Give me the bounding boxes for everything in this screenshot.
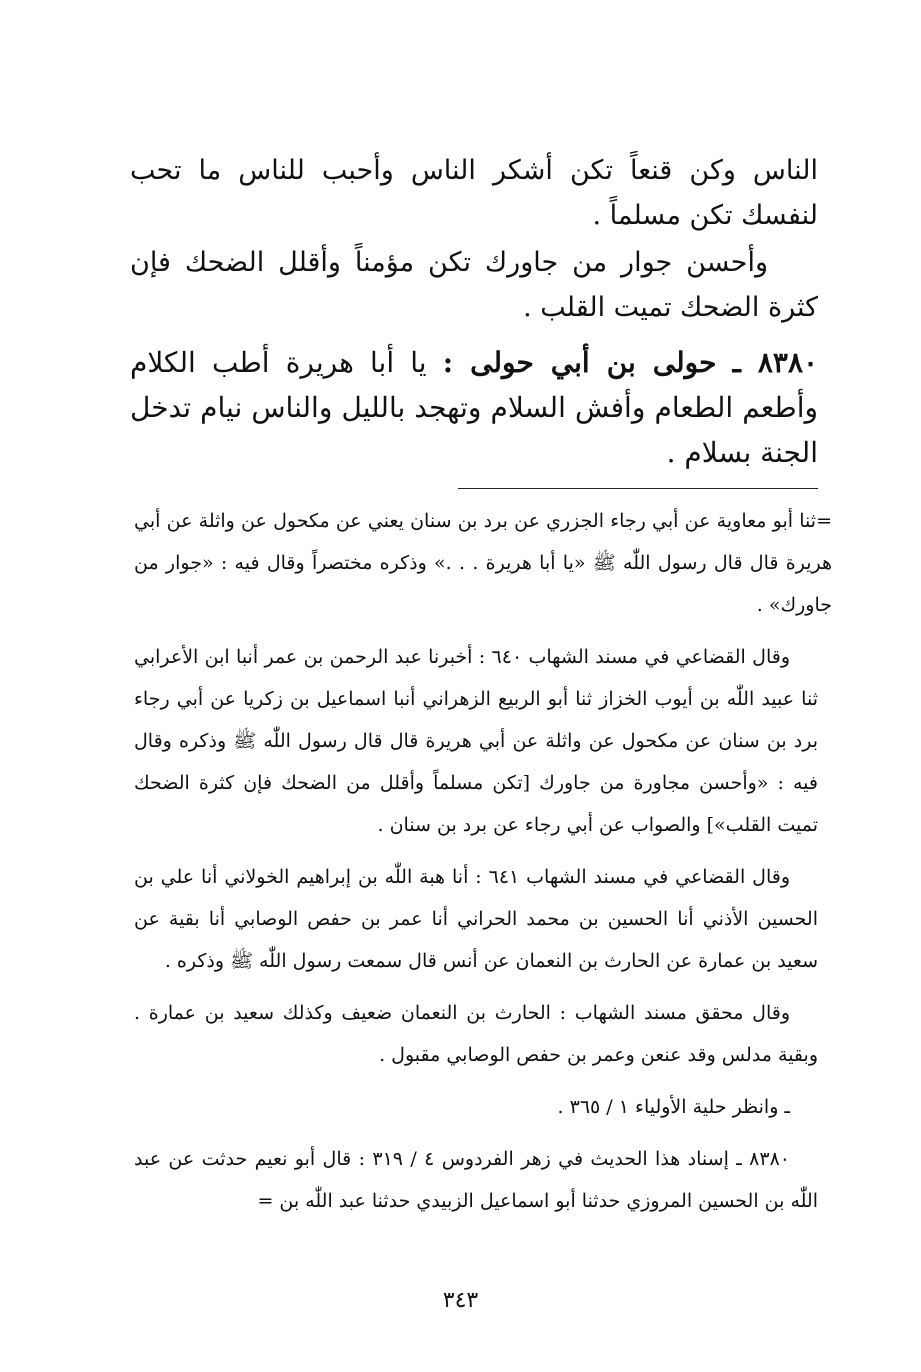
main-paragraph-1: الناس وكن قنعاً تكن أشكر الناس وأحبب للناس ما تحب لنفسك تكن مسلماً . bbox=[130, 155, 818, 231]
main-text bbox=[130, 148, 818, 475]
page-number: ٣٤٣ bbox=[442, 1288, 479, 1313]
hadith-number: ٨٣٨٠ ـ bbox=[732, 346, 819, 379]
footnotes bbox=[134, 500, 832, 1232]
footnote-paragraph-5: ـ وانظر حلية الأولياء ١ / ٣٦٥ . bbox=[557, 1096, 790, 1118]
footnote-paragraph-3: وقال القضاعي في مسند الشهاب ٦٤١ : أنا هبة اللّٰه بن إبراهيم الخولاني أنا علي بن الحسين الأذني أنا الحسين بن محمد الحراني أنا عمر بن حفص الوصابي أنا بقية عن سعيد بن عمارة عن الحارث بن النعمان عن أنس قال سمعت رسول اللّٰه ﷺ وذكره . bbox=[134, 866, 818, 972]
footnote-divider bbox=[458, 488, 818, 489]
hadith-narrator: حولى بن أبي حولى : bbox=[442, 346, 717, 379]
footnote-paragraph-6: ٨٣٨٠ ـ إسناد هذا الحديث في زهر الفردوس ٤ / ٣١٩ : قال أبو نعيم حدثت عن عبد اللّٰه بن الحسين المروزي حدثنا أبو اسماعيل الزبيدي حدثنا عبد اللّٰه بن = bbox=[134, 1148, 818, 1212]
main-paragraph-2: وأحسن جوار من جاورك تكن مؤمناً وأقلل الضحك فإن كثرة الضحك تميت القلب . bbox=[130, 247, 818, 323]
footnote-paragraph-2: وقال القضاعي في مسند الشهاب ٦٤٠ : أخبرنا عبد الرحمن بن عمر أنبا ابن الأعرابي ثنا عبيد اللّٰه بن أيوب الخزاز ثنا أبو الربيع الزهراني أنبا اسماعيل بن زكريا عن أبي رجاء برد بن سنان عن مكحول عن واثلة عن أبي هريرة قال قال رسول اللّٰه ﷺ وذكره وقال فيه : «وأحسن مجاورة من جاورك [تكن مسلماً وأقلل من الضحك فإن كثرة الضحك تميت القلب»] والصواب عن أبي رجاء عن برد بن سنان . bbox=[134, 646, 818, 836]
hadith-text: يا أبا هريرة أطب الكلام وأطعم الطعام وأفش السلام وتهجد بالليل والناس نيام تدخل الجنة بسلام . bbox=[130, 346, 818, 469]
footnote-paragraph-4: وقال محقق مسند الشهاب : الحارث بن النعمان ضعيف وكذلك سعيد بن عمارة . وبقية مدلس وقد عنعن وعمر بن حفص الوصابي مقبول . bbox=[134, 1002, 818, 1066]
footnote-paragraph-1: =ثنا أبو معاوية عن أبي رجاء الجزري عن برد بن سنان يعني عن مكحول عن واثلة عن أبي هريرة قال قال رسول اللّٰه ﷺ «يا أبا هريرة . . .» وذكره مختصراً وقال فيه : «جوار من جاورك» . bbox=[134, 510, 832, 616]
hadith-entry bbox=[130, 340, 818, 475]
